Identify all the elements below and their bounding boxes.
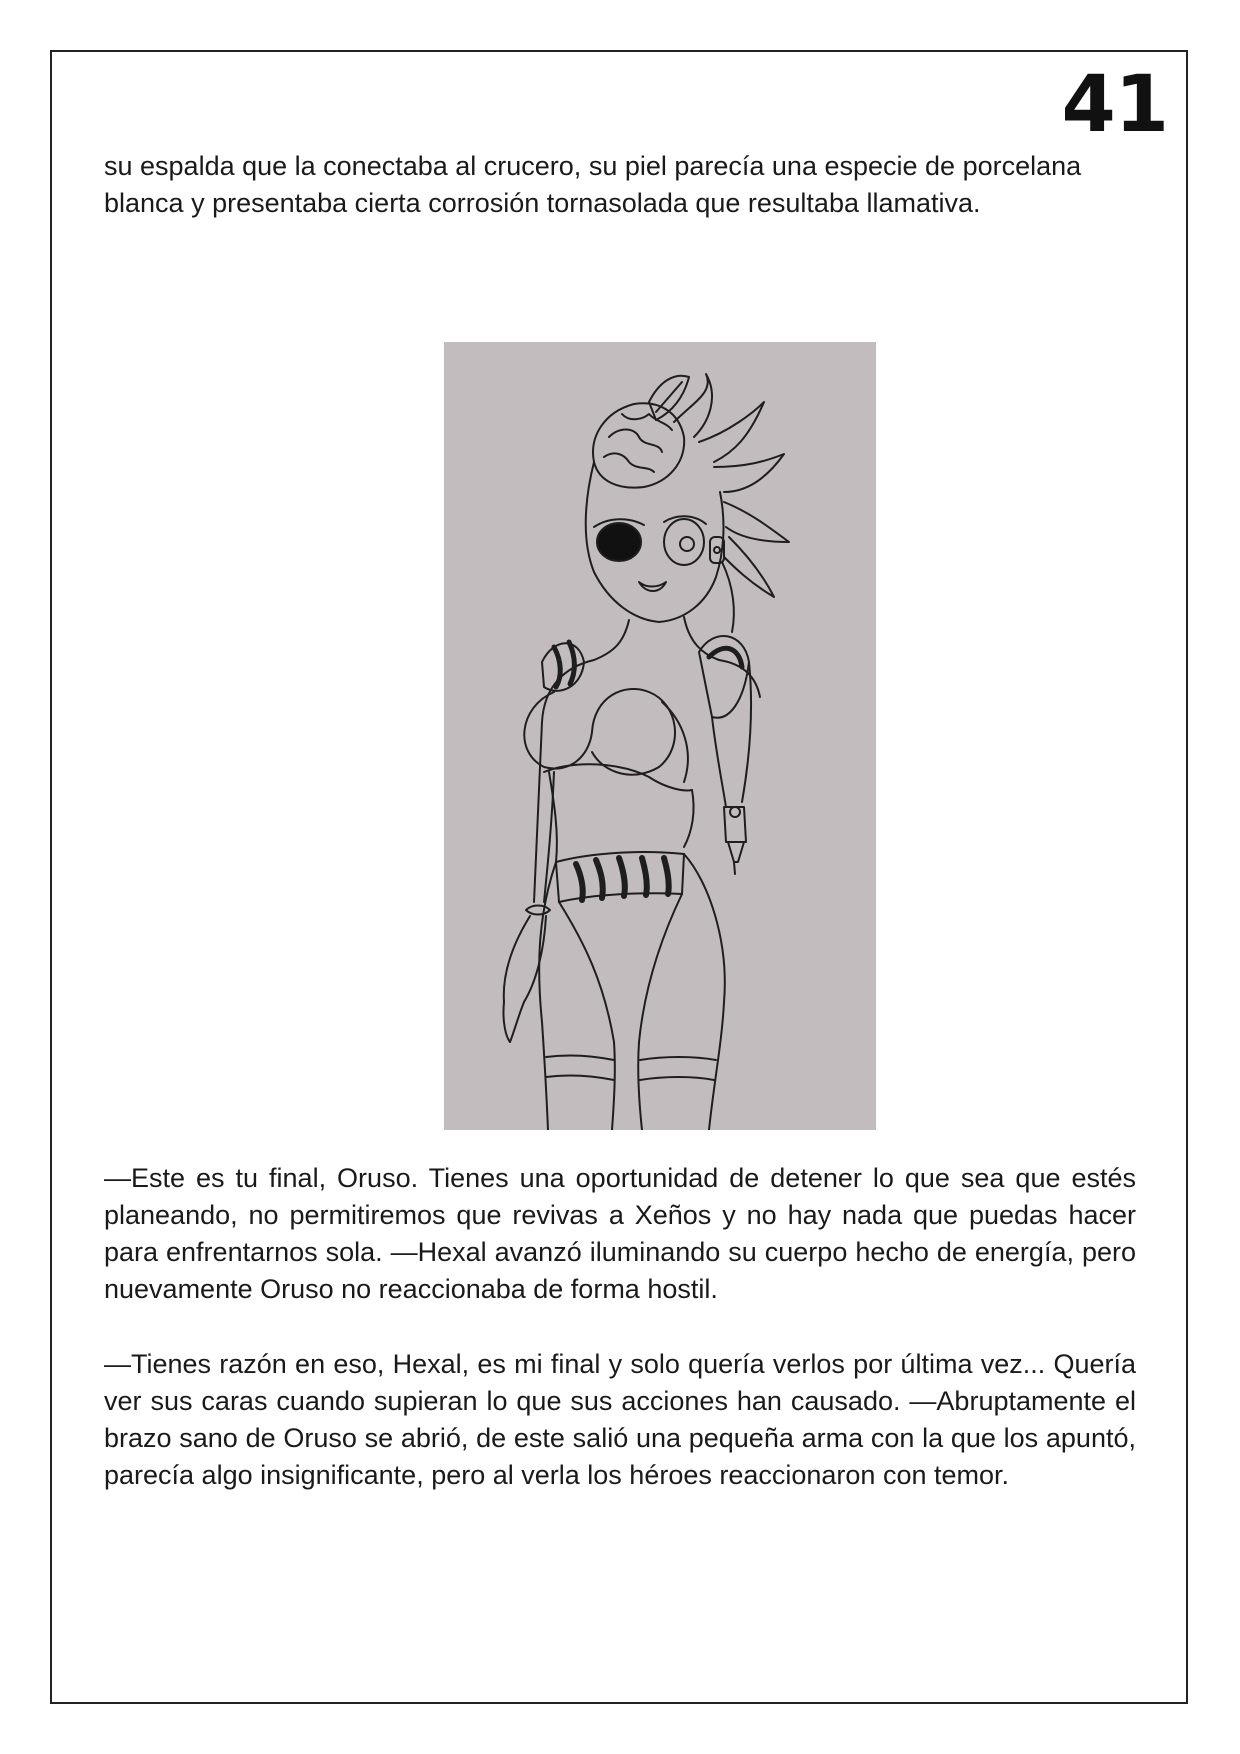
character-illustration — [444, 342, 876, 1130]
paragraph-dialogue-1: —Este es tu final, Oruso. Tienes una oportunidad de detener lo que sea que estés planeando, no permitiremos que revivas a Xeños y no hay nada que puedas hacer para enfrentarnos sola. —Hexal avanzó iluminando su cuerpo hecho de energía, pero nuevamente Oruso no reaccionaba de forma hostil. — [104, 1163, 1136, 1304]
cyborg-girl-drawing — [444, 342, 876, 1130]
paragraph-dialogue-2: —Tienes razón en eso, Hexal, es mi final y solo quería verlos por última vez... Quería ver sus caras cuando supieran lo que sus acciones han causado. —Abruptamente el brazo sano de Oruso se abrió, de este salió una pequeña arma con la que los apuntó, parecía algo insignificante, pero al verla los héroes reaccionaron con temor. — [104, 1349, 1136, 1490]
paragraph-top: su espalda que la conectaba al crucero, su piel parecía una especie de porcelana blanca y presentaba cierta corrosión tornasolada que resultaba llamativa. — [104, 151, 1082, 218]
page-frame — [50, 50, 1188, 1704]
page-number: 41 — [1061, 60, 1168, 150]
